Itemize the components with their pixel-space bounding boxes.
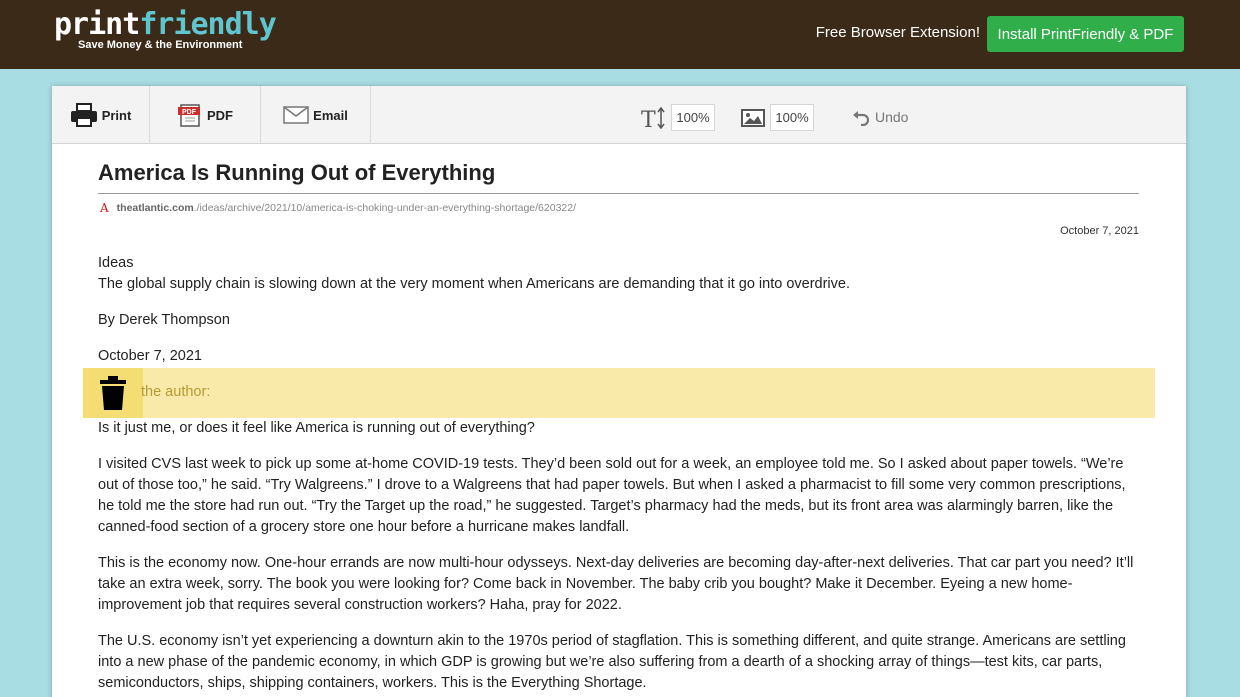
article-byline[interactable]: By Derek Thompson (98, 312, 230, 328)
hover-highlight[interactable] (83, 368, 1155, 418)
printfriendly-logo[interactable] (54, 8, 276, 51)
image-size-input[interactable]: 100% (770, 104, 814, 131)
image-size-control[interactable] (741, 104, 814, 131)
print-preview-panel (52, 86, 1186, 697)
svg-text:T: T (641, 107, 656, 130)
logo-friendly-text: friendly (139, 7, 276, 42)
text-size-control[interactable] (640, 104, 715, 131)
article-dek[interactable]: The global supply chain is slowing down at the very moment when Americans are demanding that it go into overdrive. (98, 276, 850, 292)
print-label: Print (101, 107, 132, 123)
logo-print-text: print (54, 7, 140, 42)
undo-button[interactable] (852, 108, 908, 126)
article-date[interactable]: October 7, 2021 (98, 348, 202, 364)
image-icon (741, 108, 765, 128)
article-date-header: October 7, 2021 (1060, 225, 1139, 237)
pdf-button[interactable] (150, 86, 261, 144)
article-paragraph-3[interactable]: This is the economy now. One-hour errands are now multi-hour odysseys. Next-day deliveries are becoming day-after-next deliveries. That car part you need? It’ll take an extra week, sorry. The book you were looking for? Come back in November. The baby crib you bought? Make it December. Eyeing a new home-improvement job that requires several construction workers? Haha, pray for 2022. (98, 555, 1134, 613)
article-title[interactable]: America Is Running Out of Everything (98, 160, 496, 185)
svg-text:PDF: PDF (182, 109, 196, 116)
article-paragraph-4[interactable]: The U.S. economy isn’t yet experiencing a downturn akin to the 1970s period of stagflation. This is something different, and quite strange. Americans are settling into a new phase of the pandemic economy, in which GDP is growing but we’re also suffering from a dearth of a shocking array of things—test kits, car parts, semiconductors, ships, shipping containers, workers. This is the Everything Shortage. (98, 633, 1126, 691)
pdf-icon (177, 103, 203, 127)
trash-icon (99, 376, 127, 410)
promo-text: Free Browser Extension! (815, 24, 980, 41)
article-section[interactable]: Ideas (98, 255, 134, 271)
install-extension-button[interactable]: Install PrintFriendly & PDF (987, 16, 1184, 52)
email-icon (283, 105, 309, 125)
email-label: Email (313, 107, 348, 123)
source-domain: theatlantic.com (116, 202, 194, 214)
text-size-icon (640, 106, 666, 130)
delete-element-button[interactable] (83, 368, 143, 418)
logo-tagline: Save Money & the Environment (78, 39, 243, 51)
title-divider (98, 193, 1139, 194)
print-button[interactable] (52, 86, 150, 144)
source-path: ./ideas/archive/2021/10/america-is-choking-under-an-everything-shortage/620322/ (193, 202, 577, 214)
pdf-label: PDF (207, 107, 233, 123)
undo-icon (852, 108, 870, 126)
text-size-input[interactable]: 100% (671, 104, 715, 131)
author-hint-text: the author: (141, 384, 211, 400)
email-button[interactable] (261, 86, 371, 144)
article-paragraph-1[interactable]: Is it just me, or does it feel like America is running out of everything? (98, 420, 535, 436)
atlantic-logo-icon: A (100, 201, 109, 215)
printer-icon (70, 103, 98, 127)
undo-label: Undo (875, 109, 909, 125)
source-line (100, 201, 576, 215)
top-bar (0, 0, 1240, 69)
toolbar (52, 86, 1186, 144)
article-paragraph-2[interactable]: I visited CVS last week to pick up some at-home COVID-19 tests. They’d been sold out for a week, an employee told me. So I asked about paper towels. “We’re out of those too,” he said. “Try Walgreens.” I drove to a Walgreens that had paper towels. But when I asked a pharmacist to fill some very common prescriptions, he told me the store had run out. “Try the Target up the road,” he suggested. Target’s pharmacy had the meds, but its front area was alarmingly barren, like the canned-food section of a grocery store one hour before a hurricane makes landfall. (98, 456, 1126, 535)
